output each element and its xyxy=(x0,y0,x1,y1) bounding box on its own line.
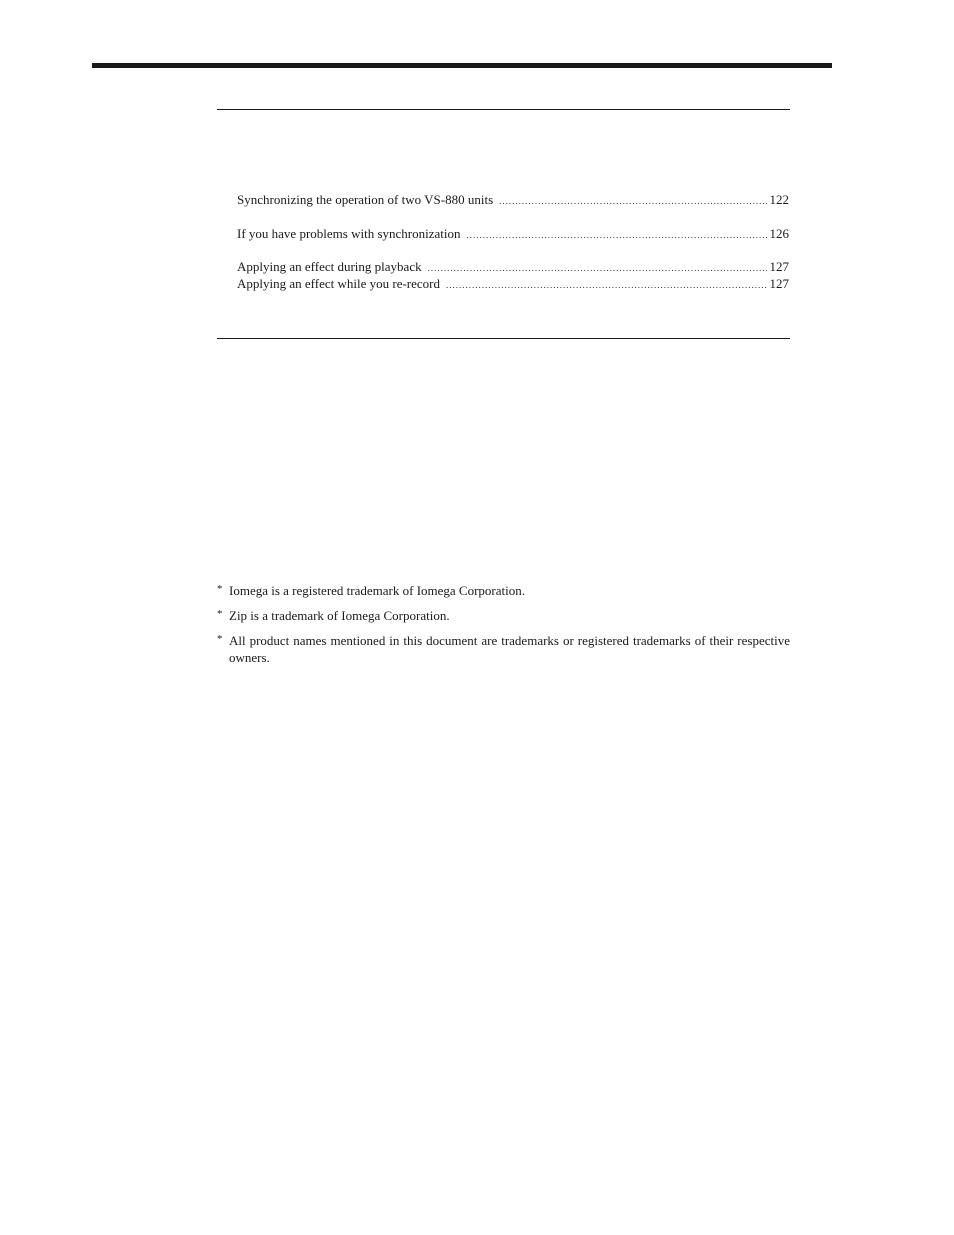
toc-dot-leader xyxy=(499,193,766,210)
trademark-note-text: Iomega is a registered trademark of Iomega Corporation. xyxy=(229,583,525,598)
top-rule xyxy=(217,109,790,110)
toc-entry-effect-rerecord[interactable] xyxy=(237,275,789,292)
toc-page-number: 122 xyxy=(769,192,789,207)
trademark-note-zip xyxy=(217,607,790,624)
toc-dot-leader xyxy=(446,277,767,294)
trademark-note-general xyxy=(217,632,790,666)
toc-entry-label: Applying an effect during playback xyxy=(237,259,422,274)
toc-entry-sync-problems[interactable] xyxy=(237,225,789,242)
toc-entry-effect-playback[interactable] xyxy=(237,258,789,275)
toc-page-number: 126 xyxy=(769,226,789,241)
footnote-marker: * xyxy=(217,633,223,645)
toc-entry-label: Applying an effect while you re-record xyxy=(237,276,440,291)
toc-entry-label: Synchronizing the operation of two VS-880 units xyxy=(237,192,494,207)
footnote-marker: * xyxy=(217,583,223,595)
toc-page-number: 127 xyxy=(769,259,789,274)
trademark-note-text: All product names mentioned in this document are trademarks or registered trademarks of their respective owners. xyxy=(229,633,790,665)
header-bar xyxy=(92,63,832,68)
toc-entry-sync-two-units[interactable] xyxy=(237,191,789,208)
toc-page-number: 127 xyxy=(769,276,789,291)
trademark-note-text: Zip is a trademark of Iomega Corporation. xyxy=(229,608,450,623)
toc-entry-label: If you have problems with synchronization xyxy=(237,226,461,241)
toc-dot-leader xyxy=(466,227,766,244)
footnote-marker: * xyxy=(217,608,223,620)
trademark-note-iomega xyxy=(217,582,790,599)
bottom-rule xyxy=(217,338,790,339)
trademark-notes xyxy=(217,582,790,674)
